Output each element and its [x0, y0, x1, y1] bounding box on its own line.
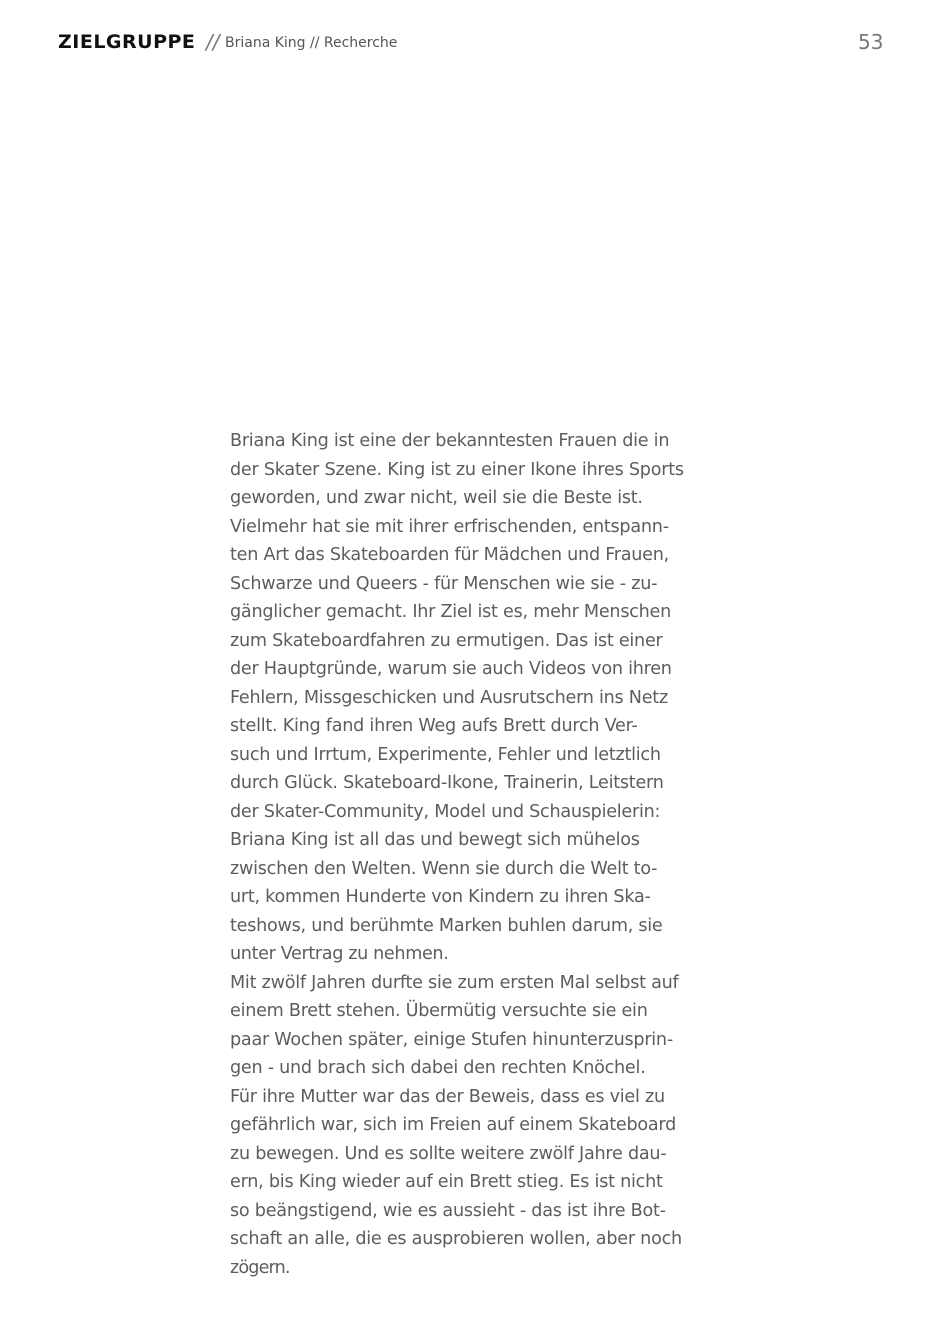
text-line: Mit zwölf Jahren durfte sie zum ersten Mal selbst auf — [230, 972, 679, 993]
text-line: paar Wochen später, einige Stufen hinunterzusprin- — [230, 1029, 673, 1050]
text-line: der Skater-Community, Model und Schauspielerin: — [230, 801, 661, 822]
text-line: gänglicher gemacht. Ihr Ziel ist es, mehr Menschen — [230, 602, 672, 622]
text-line: so beängstigend, wie es aussieht - das ist ihre Bot- — [230, 1200, 666, 1221]
text-line: teshows, und berühmte Marken buhlen darum, sie — [230, 915, 663, 936]
text-line: Fehlern, Missgeschicken und Ausrutschern ins Netz — [230, 687, 668, 708]
text-line: unter Vertrag zu nehmen. — [230, 944, 449, 964]
text-line: einem Brett stehen. Übermütig versuchte sie ein — [230, 1001, 648, 1021]
text-line: such und Irrtum, Experimente, Fehler und letztlich — [230, 744, 661, 765]
text-line: gefährlich war, sich im Freien auf einem Skateboard — [230, 1115, 677, 1135]
text-line: urt, kommen Hunderte von Kindern zu ihren Ska- — [230, 887, 651, 907]
text-line: der Skater Szene. King ist zu einer Ikone ihres Sports — [230, 459, 684, 480]
text-line: gen - und brach sich dabei den rechten Knöchel. — [230, 1058, 646, 1078]
text-line: zu bewegen. Und es sollte weitere zwölf Jahre dau- — [230, 1143, 667, 1164]
text-line: Briana King ist eine der bekanntesten Frauen die in — [230, 431, 670, 451]
text-line: zum Skateboardfahren zu ermutigen. Das ist einer — [230, 630, 663, 651]
header-separator: // — [206, 30, 220, 54]
text-line: zögern. — [230, 1257, 290, 1278]
breadcrumb: Briana King // Recherche — [225, 35, 398, 51]
text-line: schaft an alle, die es ausprobieren wollen, aber noch — [230, 1229, 682, 1249]
page-number: 53 — [858, 30, 884, 54]
text-line: geworden, und zwar nicht, weil sie die Beste ist. — [230, 488, 643, 508]
page-header — [0, 0, 940, 80]
text-line: Vielmehr hat sie mit ihrer erfrischenden, entspann- — [230, 516, 669, 537]
body-paragraph — [230, 427, 720, 1282]
zielgruppe-logo: ZIELGRUPPE — [58, 31, 196, 53]
text-line: ern, bis King wieder auf ein Brett stieg. Es ist nicht — [230, 1172, 663, 1192]
text-line: Briana King ist all das und bewegt sich mühelos — [230, 830, 640, 850]
text-line: der Hauptgründe, warum sie auch Videos von ihren — [230, 659, 672, 679]
text-line: Schwarze und Queers - für Menschen wie sie - zu- — [230, 573, 658, 594]
text-line: Für ihre Mutter war das der Beweis, dass es viel zu — [230, 1086, 665, 1107]
text-line: ten Art das Skateboarden für Mädchen und Frauen, — [230, 545, 669, 565]
text-line: durch Glück. Skateboard-Ikone, Trainerin, Leitstern — [230, 773, 664, 793]
text-line: zwischen den Welten. Wenn sie durch die Welt to- — [230, 858, 658, 879]
text-line: stellt. King fand ihren Weg aufs Brett durch Ver- — [230, 716, 638, 736]
